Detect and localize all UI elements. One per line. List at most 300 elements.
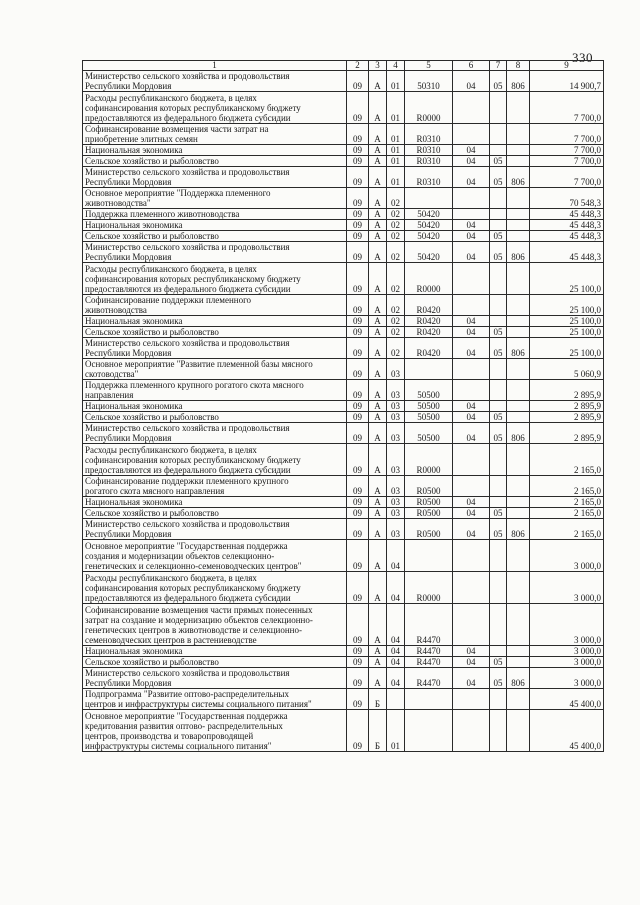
- row-amount-cell: 25 100,0: [530, 327, 604, 338]
- table-body: [83, 71, 604, 752]
- row-code-cell-5: 50420: [405, 242, 453, 263]
- row-code-cell-6: [453, 263, 490, 295]
- row-code-cell-5: R0500: [405, 497, 453, 508]
- row-code-cell-2: 09: [347, 295, 369, 316]
- row-amount-cell: 3 000,0: [530, 604, 604, 646]
- row-name-cell: Министерство сельского хозяйства и продовольствия Республики Мордовия: [83, 668, 347, 689]
- row-code-cell-2: 09: [347, 242, 369, 263]
- row-amount-cell: 2 165,0: [530, 444, 604, 476]
- header-cell-9: 9: [530, 61, 604, 71]
- page-number: 330: [572, 50, 593, 65]
- row-code-cell-8: [507, 156, 530, 167]
- row-code-cell-5: 50500: [405, 412, 453, 423]
- row-code-cell-8: 806: [507, 167, 530, 188]
- row-code-cell-5: R0420: [405, 295, 453, 316]
- row-code-cell-4: 01: [387, 710, 405, 752]
- row-name-cell: Министерство сельского хозяйства и продовольствия Республики Мордовия: [83, 242, 347, 263]
- row-code-cell-6: 04: [453, 646, 490, 657]
- row-name-cell: Поддержка племенного крупного рогатого скота мясного направления: [83, 380, 347, 401]
- row-code-cell-7: [490, 572, 507, 604]
- row-code-cell-5: R0000: [405, 444, 453, 476]
- row-code-cell-2: 09: [347, 497, 369, 508]
- row-code-cell-2: 09: [347, 220, 369, 231]
- row-code-cell-3: А: [369, 71, 387, 92]
- row-amount-cell: 70 548,3: [530, 188, 604, 209]
- row-code-cell-7: [490, 444, 507, 476]
- row-code-cell-4: 03: [387, 359, 405, 380]
- row-code-cell-3: А: [369, 316, 387, 327]
- row-code-cell-5: [405, 710, 453, 752]
- row-code-cell-7: [490, 646, 507, 657]
- table-row: [83, 401, 604, 412]
- table-row: [83, 359, 604, 380]
- row-code-cell-4: 04: [387, 657, 405, 668]
- row-code-cell-7: [490, 295, 507, 316]
- row-code-cell-2: 09: [347, 689, 369, 710]
- header-cell-1: 1: [83, 61, 347, 71]
- row-code-cell-4: 03: [387, 412, 405, 423]
- row-amount-cell: 45 400,0: [530, 689, 604, 710]
- table-row: [83, 220, 604, 231]
- row-code-cell-7: 05: [490, 508, 507, 519]
- table-row: [83, 145, 604, 156]
- row-code-cell-6: [453, 359, 490, 380]
- table-row: [83, 231, 604, 242]
- row-code-cell-6: [453, 444, 490, 476]
- row-amount-cell: 2 165,0: [530, 476, 604, 497]
- row-code-cell-6: 04: [453, 657, 490, 668]
- row-code-cell-5: R0310: [405, 145, 453, 156]
- row-code-cell-7: 05: [490, 412, 507, 423]
- table-row: [83, 295, 604, 316]
- row-code-cell-7: 05: [490, 519, 507, 540]
- row-code-cell-7: 05: [490, 657, 507, 668]
- row-code-cell-3: А: [369, 242, 387, 263]
- table-row: [83, 124, 604, 145]
- row-code-cell-4: 03: [387, 444, 405, 476]
- row-code-cell-4: 04: [387, 646, 405, 657]
- row-code-cell-7: [490, 476, 507, 497]
- table-row: [83, 167, 604, 188]
- row-code-cell-3: А: [369, 380, 387, 401]
- row-code-cell-3: А: [369, 412, 387, 423]
- row-code-cell-2: 09: [347, 263, 369, 295]
- row-code-cell-3: А: [369, 359, 387, 380]
- row-code-cell-5: R0500: [405, 508, 453, 519]
- row-name-cell: Сельское хозяйство и рыболовство: [83, 508, 347, 519]
- row-code-cell-3: А: [369, 124, 387, 145]
- row-code-cell-3: А: [369, 209, 387, 220]
- row-code-cell-8: [507, 359, 530, 380]
- row-code-cell-5: 50310: [405, 71, 453, 92]
- row-code-cell-4: 02: [387, 338, 405, 359]
- row-code-cell-4: 01: [387, 92, 405, 124]
- row-name-cell: Министерство сельского хозяйства и продовольствия Республики Мордовия: [83, 338, 347, 359]
- table-row: [83, 476, 604, 497]
- row-code-cell-2: 09: [347, 316, 369, 327]
- table-row: [83, 668, 604, 689]
- row-code-cell-8: [507, 508, 530, 519]
- row-code-cell-7: 05: [490, 423, 507, 444]
- table-row: [83, 604, 604, 646]
- row-code-cell-4: 02: [387, 295, 405, 316]
- row-code-cell-4: 03: [387, 401, 405, 412]
- table-row: [83, 338, 604, 359]
- row-code-cell-3: А: [369, 263, 387, 295]
- row-amount-cell: 2 895,9: [530, 380, 604, 401]
- row-code-cell-2: 09: [347, 359, 369, 380]
- row-code-cell-4: 02: [387, 188, 405, 209]
- row-name-cell: Министерство сельского хозяйства и продовольствия Республики Мордовия: [83, 519, 347, 540]
- row-code-cell-8: [507, 710, 530, 752]
- row-code-cell-6: [453, 188, 490, 209]
- row-code-cell-5: R4470: [405, 604, 453, 646]
- row-code-cell-8: [507, 572, 530, 604]
- row-amount-cell: 7 700,0: [530, 145, 604, 156]
- row-code-cell-3: А: [369, 145, 387, 156]
- row-code-cell-3: А: [369, 327, 387, 338]
- row-name-cell: Поддержка племенного животноводства: [83, 209, 347, 220]
- row-code-cell-7: 05: [490, 71, 507, 92]
- row-code-cell-7: 05: [490, 231, 507, 242]
- row-amount-cell: 2 165,0: [530, 497, 604, 508]
- row-code-cell-2: 09: [347, 145, 369, 156]
- row-code-cell-2: 09: [347, 444, 369, 476]
- row-amount-cell: 5 060,9: [530, 359, 604, 380]
- row-name-cell: Софинансирование возмещения части затрат на приобретение элитных семян: [83, 124, 347, 145]
- row-code-cell-3: А: [369, 401, 387, 412]
- row-amount-cell: 7 700,0: [530, 92, 604, 124]
- table-row: [83, 156, 604, 167]
- table-row: [83, 657, 604, 668]
- row-code-cell-5: R4470: [405, 646, 453, 657]
- row-code-cell-8: [507, 497, 530, 508]
- row-code-cell-5: R0500: [405, 476, 453, 497]
- row-code-cell-3: Б: [369, 689, 387, 710]
- row-code-cell-8: [507, 145, 530, 156]
- row-code-cell-6: 04: [453, 167, 490, 188]
- row-code-cell-4: 02: [387, 316, 405, 327]
- row-code-cell-4: 03: [387, 497, 405, 508]
- row-amount-cell: 2 165,0: [530, 508, 604, 519]
- budget-table: [82, 60, 604, 752]
- row-code-cell-6: 04: [453, 156, 490, 167]
- row-name-cell: Национальная экономика: [83, 220, 347, 231]
- row-code-cell-6: [453, 92, 490, 124]
- row-code-cell-3: А: [369, 444, 387, 476]
- row-code-cell-4: 01: [387, 71, 405, 92]
- row-code-cell-3: А: [369, 572, 387, 604]
- row-code-cell-8: [507, 263, 530, 295]
- table-row: [83, 188, 604, 209]
- row-amount-cell: 25 100,0: [530, 338, 604, 359]
- row-amount-cell: 25 100,0: [530, 263, 604, 295]
- row-name-cell: Основное мероприятие "Поддержка племенного животноводства": [83, 188, 347, 209]
- row-code-cell-6: 04: [453, 231, 490, 242]
- row-code-cell-2: 09: [347, 572, 369, 604]
- row-amount-cell: 7 700,0: [530, 156, 604, 167]
- row-code-cell-7: [490, 124, 507, 145]
- row-code-cell-3: А: [369, 497, 387, 508]
- table-row: [83, 519, 604, 540]
- header-cell-6: 6: [453, 61, 490, 71]
- row-code-cell-3: А: [369, 295, 387, 316]
- row-code-cell-8: 806: [507, 519, 530, 540]
- row-code-cell-7: 05: [490, 668, 507, 689]
- row-name-cell: Подпрограмма "Развитие оптово-распределительных центров и инфраструктуры системы социального питания": [83, 689, 347, 710]
- row-code-cell-6: 04: [453, 327, 490, 338]
- row-code-cell-2: 09: [347, 476, 369, 497]
- header-cell-2: 2: [347, 61, 369, 71]
- row-code-cell-8: [507, 231, 530, 242]
- row-code-cell-4: 02: [387, 209, 405, 220]
- row-code-cell-6: 04: [453, 316, 490, 327]
- row-code-cell-8: 806: [507, 71, 530, 92]
- row-code-cell-2: 09: [347, 646, 369, 657]
- row-name-cell: Сельское хозяйство и рыболовство: [83, 657, 347, 668]
- row-name-cell: Национальная экономика: [83, 497, 347, 508]
- row-name-cell: Расходы республиканского бюджета, в целях софинансирования которых республиканскому бюджету предоставляются из федерального бюджета субсидии: [83, 444, 347, 476]
- row-code-cell-8: [507, 412, 530, 423]
- row-code-cell-5: [405, 689, 453, 710]
- row-name-cell: Основное мероприятие "Государственная поддержка создания и модернизации объектов селекционно- генетических и селекционно-семеноводческих центров": [83, 540, 347, 572]
- table-row: [83, 71, 604, 92]
- row-code-cell-2: 09: [347, 508, 369, 519]
- row-code-cell-8: [507, 92, 530, 124]
- row-name-cell: Расходы республиканского бюджета, в целях софинансирования которых республиканскому бюджету предоставляются из федерального бюджета субсидии: [83, 572, 347, 604]
- row-code-cell-5: R0500: [405, 519, 453, 540]
- row-code-cell-7: [490, 401, 507, 412]
- table-row: [83, 316, 604, 327]
- row-code-cell-5: 50500: [405, 380, 453, 401]
- row-code-cell-7: [490, 209, 507, 220]
- row-code-cell-4: 04: [387, 668, 405, 689]
- row-code-cell-6: [453, 209, 490, 220]
- row-code-cell-2: 09: [347, 519, 369, 540]
- row-code-cell-2: 09: [347, 540, 369, 572]
- row-name-cell: Расходы республиканского бюджета, в целях софинансирования которых республиканскому бюджету предоставляются из федерального бюджета субсидии: [83, 92, 347, 124]
- row-code-cell-7: [490, 263, 507, 295]
- row-code-cell-6: 04: [453, 508, 490, 519]
- row-code-cell-7: [490, 689, 507, 710]
- row-code-cell-2: 09: [347, 604, 369, 646]
- row-code-cell-6: [453, 572, 490, 604]
- row-name-cell: Расходы республиканского бюджета, в целях софинансирования которых республиканскому бюджету предоставляются из федерального бюджета субсидии: [83, 263, 347, 295]
- row-code-cell-4: 03: [387, 508, 405, 519]
- row-code-cell-5: R0310: [405, 167, 453, 188]
- row-code-cell-6: [453, 540, 490, 572]
- row-code-cell-6: 04: [453, 145, 490, 156]
- row-code-cell-3: А: [369, 519, 387, 540]
- row-code-cell-8: 806: [507, 423, 530, 444]
- row-code-cell-6: 04: [453, 497, 490, 508]
- row-code-cell-7: [490, 604, 507, 646]
- table-row: [83, 540, 604, 572]
- table-row: [83, 263, 604, 295]
- table-row: [83, 423, 604, 444]
- row-code-cell-6: 04: [453, 338, 490, 359]
- row-amount-cell: 45 448,3: [530, 209, 604, 220]
- row-code-cell-4: 02: [387, 220, 405, 231]
- row-code-cell-4: 02: [387, 231, 405, 242]
- row-code-cell-4: 04: [387, 572, 405, 604]
- row-code-cell-2: 09: [347, 124, 369, 145]
- row-code-cell-8: [507, 444, 530, 476]
- row-name-cell: Национальная экономика: [83, 646, 347, 657]
- row-code-cell-5: R0310: [405, 156, 453, 167]
- row-code-cell-2: 09: [347, 423, 369, 444]
- row-amount-cell: 3 000,0: [530, 540, 604, 572]
- row-name-cell: Софинансирование поддержки племенного животноводства: [83, 295, 347, 316]
- row-code-cell-8: [507, 124, 530, 145]
- row-code-cell-5: R0310: [405, 124, 453, 145]
- row-code-cell-4: 04: [387, 604, 405, 646]
- row-code-cell-5: R0000: [405, 92, 453, 124]
- row-code-cell-5: 50420: [405, 231, 453, 242]
- row-code-cell-5: R4470: [405, 657, 453, 668]
- row-code-cell-6: [453, 380, 490, 401]
- row-code-cell-6: 04: [453, 519, 490, 540]
- row-code-cell-8: [507, 657, 530, 668]
- row-amount-cell: 25 100,0: [530, 316, 604, 327]
- row-name-cell: Национальная экономика: [83, 145, 347, 156]
- row-code-cell-5: R0000: [405, 263, 453, 295]
- row-code-cell-7: 05: [490, 242, 507, 263]
- row-amount-cell: 2 895,9: [530, 412, 604, 423]
- row-name-cell: Министерство сельского хозяйства и продовольствия Республики Мордовия: [83, 423, 347, 444]
- row-code-cell-4: [387, 689, 405, 710]
- row-code-cell-8: 806: [507, 338, 530, 359]
- row-code-cell-8: 806: [507, 242, 530, 263]
- row-code-cell-8: [507, 689, 530, 710]
- row-code-cell-5: R0420: [405, 338, 453, 359]
- row-code-cell-7: [490, 316, 507, 327]
- row-code-cell-4: 03: [387, 423, 405, 444]
- row-code-cell-4: 01: [387, 167, 405, 188]
- row-code-cell-5: [405, 359, 453, 380]
- row-code-cell-7: 05: [490, 156, 507, 167]
- row-code-cell-8: [507, 380, 530, 401]
- table-row: [83, 380, 604, 401]
- row-code-cell-6: 04: [453, 71, 490, 92]
- row-code-cell-4: 04: [387, 540, 405, 572]
- row-code-cell-6: [453, 689, 490, 710]
- row-code-cell-2: 09: [347, 668, 369, 689]
- row-code-cell-6: 04: [453, 668, 490, 689]
- row-code-cell-7: 05: [490, 327, 507, 338]
- row-code-cell-3: Б: [369, 710, 387, 752]
- row-code-cell-3: А: [369, 231, 387, 242]
- row-code-cell-3: А: [369, 657, 387, 668]
- row-code-cell-2: 09: [347, 209, 369, 220]
- row-code-cell-4: 01: [387, 145, 405, 156]
- row-name-cell: Сельское хозяйство и рыболовство: [83, 412, 347, 423]
- row-name-cell: Сельское хозяйство и рыболовство: [83, 327, 347, 338]
- table-row: [83, 497, 604, 508]
- row-code-cell-5: R4470: [405, 668, 453, 689]
- row-code-cell-6: [453, 604, 490, 646]
- row-name-cell: Министерство сельского хозяйства и продовольствия Республики Мордовия: [83, 167, 347, 188]
- row-code-cell-8: [507, 209, 530, 220]
- row-name-cell: Основное мероприятие "Развитие племенной базы мясного скотоводства": [83, 359, 347, 380]
- row-amount-cell: 45 448,3: [530, 242, 604, 263]
- row-code-cell-2: 09: [347, 412, 369, 423]
- row-code-cell-3: А: [369, 220, 387, 231]
- table-row: [83, 209, 604, 220]
- table-row: [83, 646, 604, 657]
- row-amount-cell: 3 000,0: [530, 657, 604, 668]
- row-code-cell-2: 09: [347, 167, 369, 188]
- row-code-cell-8: [507, 401, 530, 412]
- header-cell-5: 5: [405, 61, 453, 71]
- row-code-cell-2: 09: [347, 156, 369, 167]
- row-code-cell-5: R0420: [405, 316, 453, 327]
- row-name-cell: Национальная экономика: [83, 316, 347, 327]
- row-code-cell-3: А: [369, 508, 387, 519]
- row-code-cell-8: [507, 295, 530, 316]
- table-row: [83, 710, 604, 752]
- row-name-cell: Национальная экономика: [83, 401, 347, 412]
- row-code-cell-8: [507, 220, 530, 231]
- row-code-cell-4: 03: [387, 380, 405, 401]
- row-amount-cell: 45 448,3: [530, 231, 604, 242]
- row-code-cell-2: 09: [347, 657, 369, 668]
- row-name-cell: Сельское хозяйство и рыболовство: [83, 231, 347, 242]
- row-code-cell-7: [490, 497, 507, 508]
- row-code-cell-4: 03: [387, 476, 405, 497]
- row-code-cell-6: 04: [453, 401, 490, 412]
- header-row: [83, 61, 604, 71]
- row-code-cell-8: [507, 540, 530, 572]
- row-amount-cell: 7 700,0: [530, 167, 604, 188]
- row-code-cell-2: 09: [347, 327, 369, 338]
- row-code-cell-6: [453, 710, 490, 752]
- row-code-cell-5: 50420: [405, 209, 453, 220]
- row-code-cell-7: [490, 188, 507, 209]
- row-code-cell-5: R0420: [405, 327, 453, 338]
- row-code-cell-8: 806: [507, 668, 530, 689]
- row-code-cell-6: 04: [453, 242, 490, 263]
- row-code-cell-3: А: [369, 338, 387, 359]
- row-amount-cell: 25 100,0: [530, 295, 604, 316]
- row-amount-cell: 7 700,0: [530, 124, 604, 145]
- row-code-cell-5: R0000: [405, 572, 453, 604]
- row-code-cell-3: А: [369, 167, 387, 188]
- row-code-cell-7: 05: [490, 167, 507, 188]
- row-name-cell: Софинансирование поддержки племенного крупного рогатого скота мясного направления: [83, 476, 347, 497]
- row-code-cell-8: [507, 316, 530, 327]
- table-row: [83, 327, 604, 338]
- row-code-cell-3: А: [369, 423, 387, 444]
- row-code-cell-2: 09: [347, 338, 369, 359]
- row-amount-cell: 3 000,0: [530, 668, 604, 689]
- row-code-cell-3: А: [369, 92, 387, 124]
- row-code-cell-2: 09: [347, 401, 369, 412]
- row-code-cell-6: 04: [453, 412, 490, 423]
- row-code-cell-7: [490, 540, 507, 572]
- row-amount-cell: 2 895,9: [530, 423, 604, 444]
- row-code-cell-8: [507, 188, 530, 209]
- row-code-cell-2: 09: [347, 380, 369, 401]
- row-code-cell-6: 04: [453, 423, 490, 444]
- row-code-cell-7: [490, 92, 507, 124]
- row-code-cell-4: 02: [387, 242, 405, 263]
- row-code-cell-3: А: [369, 156, 387, 167]
- row-amount-cell: 14 900,7: [530, 71, 604, 92]
- table-row: [83, 508, 604, 519]
- row-code-cell-6: 04: [453, 220, 490, 231]
- header-cell-7: 7: [490, 61, 507, 71]
